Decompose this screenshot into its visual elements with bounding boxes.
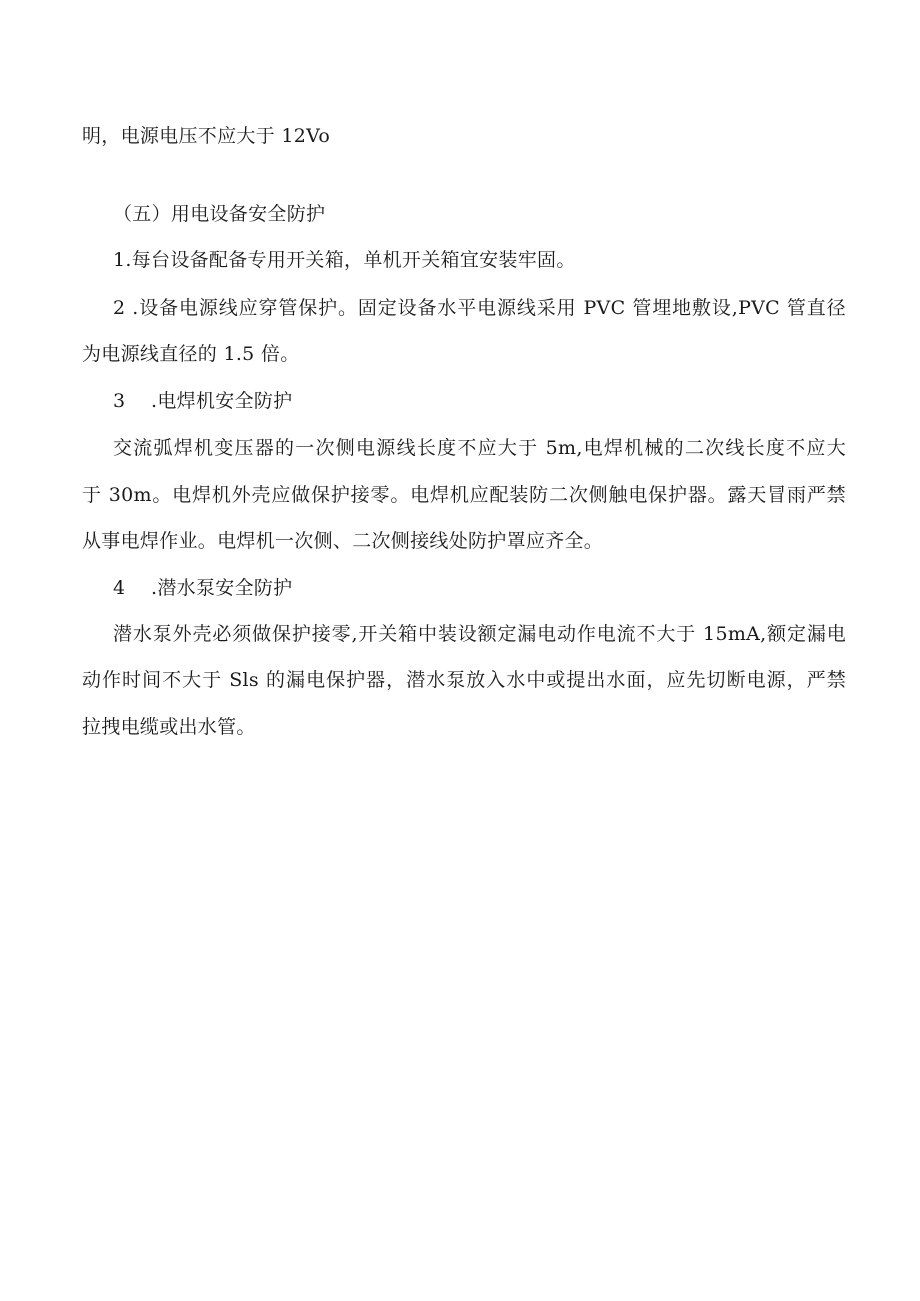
text-line: 为电源线直径的 1.5 倍。 [82, 343, 300, 365]
text-line: 1.每台设备配备专用开关箱，单机开关箱宜安装牢固。 [113, 249, 576, 271]
text-line: 拉拽电缆或出水管。 [82, 716, 256, 738]
text-line: 于 30m。电焊机外壳应做保护接零。电焊机应配装防二次侧触电保护器。露天冒雨严禁 [82, 484, 846, 506]
section-heading: （五）用电设备安全防护 [113, 203, 326, 225]
text-line: 2 .设备电源线应穿管保护。固定设备水平电源线采用 PVC 管埋地敷设,PVC 管直径 [113, 297, 846, 319]
text-line: 交流弧焊机变压器的一次侧电源线长度不应大于 5m,电焊机械的二次线长度不应大 [113, 437, 846, 459]
text-line: 明，电源电压不应大于 12Vo [82, 125, 331, 147]
text-line: 从事电焊作业。电焊机一次侧、二次侧接线处防护罩应齐全。 [82, 530, 604, 552]
text-line: 潜水泵外壳必须做保护接零,开关箱中装设额定漏电动作电流不大于 15mA,额定漏电 [113, 623, 846, 645]
subsection-heading: 4 .潜水泵安全防护 [113, 577, 293, 599]
text-line: 动作时间不大于 Sls 的漏电保护器，潜水泵放入水中或提出水面，应先切断电源，严禁 [82, 669, 846, 691]
subsection-heading: 3 .电焊机安全防护 [113, 390, 293, 412]
